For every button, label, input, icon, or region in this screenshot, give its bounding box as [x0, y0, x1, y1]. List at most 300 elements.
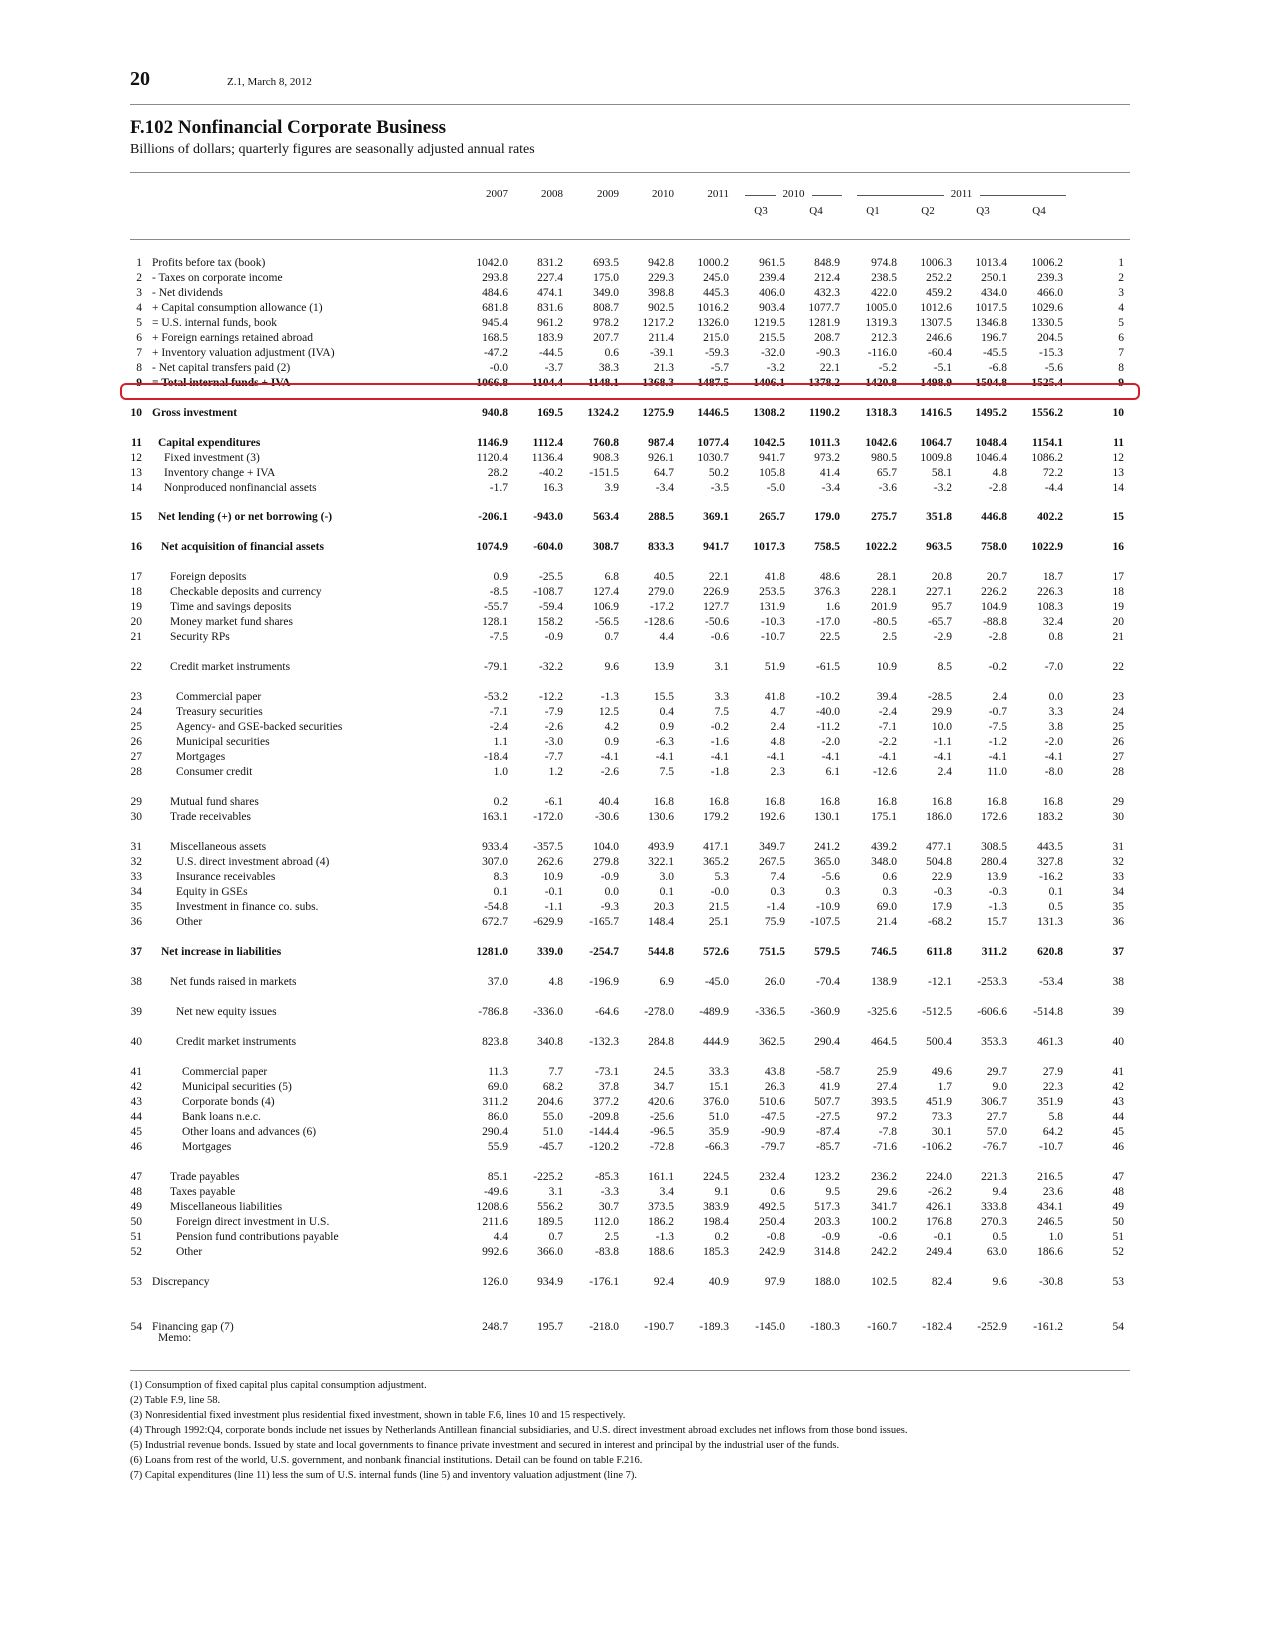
row-label: + Capital consumption allowance (1) [152, 302, 323, 314]
cell-value: 307.0 [482, 856, 508, 868]
cell-value: 161.1 [648, 1171, 674, 1183]
cell-value: 246.6 [926, 332, 952, 344]
cell-value: 0.7 [604, 631, 619, 643]
cell-value: 1.0 [1048, 1231, 1063, 1243]
cell-value: 265.7 [759, 511, 785, 523]
cell-value: 1154.1 [1032, 437, 1063, 449]
cell-value: 2.3 [770, 766, 785, 778]
cell-value: 40.5 [653, 571, 674, 583]
cell-value: 0.1 [493, 886, 508, 898]
cell-value: 82.4 [931, 1276, 952, 1288]
cell-value: 563.4 [593, 511, 619, 523]
cell-value: 693.5 [593, 257, 619, 269]
table-row [130, 1215, 1130, 1230]
cell-value: 6.1 [825, 766, 840, 778]
table-row [130, 361, 1130, 376]
line-number-right: 46 [1112, 1141, 1124, 1153]
cell-value: 86.0 [487, 1111, 508, 1123]
cell-value: 63.0 [986, 1246, 1007, 1258]
table-row [130, 1095, 1130, 1110]
cell-value: 492.5 [759, 1201, 785, 1213]
cell-value: 314.8 [814, 1246, 840, 1258]
cell-value: -3.0 [544, 736, 563, 748]
cell-value: -47.2 [484, 347, 508, 359]
cell-value: 444.9 [703, 1036, 729, 1048]
cell-value: 933.4 [482, 841, 508, 853]
cell-value: -40.0 [816, 706, 840, 718]
cell-value: 25.9 [876, 1066, 897, 1078]
cell-value: 0.3 [882, 886, 897, 898]
line-number: 36 [130, 916, 142, 928]
cell-value: -144.4 [589, 1126, 619, 1138]
cell-value: 224.0 [926, 1171, 952, 1183]
cell-value: 311.2 [981, 946, 1007, 958]
line-number-right: 11 [1113, 437, 1124, 449]
table-row [130, 451, 1130, 466]
cell-value: -116.0 [867, 347, 897, 359]
table-row [130, 615, 1130, 630]
line-number: 9 [136, 377, 142, 389]
row-label: Corporate bonds (4) [182, 1096, 275, 1108]
cell-value: -943.0 [533, 511, 563, 523]
column-header-quarter: Q2 [921, 205, 935, 217]
cell-value: 760.8 [593, 437, 619, 449]
cell-value: 8.5 [937, 661, 952, 673]
cell-value: 21.5 [708, 901, 729, 913]
cell-value: 242.2 [871, 1246, 897, 1258]
cell-value: 168.5 [482, 332, 508, 344]
cell-value: 123.2 [814, 1171, 840, 1183]
cell-value: -10.2 [816, 691, 840, 703]
row-label: Consumer credit [176, 766, 253, 778]
cell-value: 242.9 [759, 1246, 785, 1258]
cell-value: 365.2 [703, 856, 729, 868]
cell-value: -1.8 [710, 766, 729, 778]
cell-value: -2.2 [878, 736, 897, 748]
cell-value: 13.9 [653, 661, 674, 673]
cell-value: -10.9 [816, 901, 840, 913]
cell-value: 362.5 [759, 1036, 785, 1048]
cell-value: -70.4 [816, 976, 840, 988]
cell-value: 16.8 [1042, 796, 1063, 808]
cell-value: 163.1 [482, 811, 508, 823]
cell-value: -2.6 [600, 766, 619, 778]
cell-value: -0.0 [489, 362, 508, 374]
table-row [130, 870, 1130, 885]
cell-value: -88.8 [983, 616, 1007, 628]
cell-value: 902.5 [648, 302, 674, 314]
row-label: Security RPs [170, 631, 230, 643]
row-label: Treasury securities [176, 706, 263, 718]
line-number-right: 50 [1112, 1216, 1124, 1228]
cell-value: 267.5 [759, 856, 785, 868]
cell-value: -2.4 [878, 706, 897, 718]
cell-value: 0.8 [1048, 631, 1063, 643]
cell-value: 443.5 [1037, 841, 1063, 853]
column-header-rule [130, 239, 1130, 240]
line-number-right: 20 [1112, 616, 1124, 628]
cell-value: 1022.2 [865, 541, 897, 553]
cell-value: 446.8 [981, 511, 1007, 523]
cell-value: 15.1 [708, 1081, 729, 1093]
line-number-right: 41 [1112, 1066, 1124, 1078]
cell-value: -182.4 [922, 1321, 952, 1333]
cell-value: -253.3 [977, 976, 1007, 988]
cell-value: 434.0 [981, 287, 1007, 299]
cell-value: 1208.6 [476, 1201, 508, 1213]
cell-value: 464.5 [871, 1036, 897, 1048]
cell-value: 236.2 [871, 1171, 897, 1183]
line-number-right: 25 [1112, 721, 1124, 733]
cell-value: 831.2 [537, 257, 563, 269]
row-label: Net funds raised in markets [170, 976, 297, 988]
cell-value: -325.6 [867, 1006, 897, 1018]
cell-value: -27.5 [816, 1111, 840, 1123]
cell-value: -7.8 [878, 1126, 897, 1138]
cell-value: 1005.0 [865, 302, 897, 314]
cell-value: -10.7 [761, 631, 785, 643]
cell-value: 212.3 [871, 332, 897, 344]
cell-value: 1006.3 [920, 257, 952, 269]
cell-value: 179.0 [814, 511, 840, 523]
cell-value: 365.0 [814, 856, 840, 868]
cell-value: 7.5 [659, 766, 674, 778]
cell-value: 942.8 [648, 257, 674, 269]
cell-value: 1308.2 [753, 407, 785, 419]
cell-value: 288.5 [648, 511, 674, 523]
cell-value: 572.6 [703, 946, 729, 958]
cell-value: -0.2 [710, 721, 729, 733]
cell-value: -4.1 [655, 751, 674, 763]
line-number: 25 [130, 721, 142, 733]
cell-value: -145.0 [755, 1321, 785, 1333]
header-rule [130, 104, 1130, 105]
cell-value: 0.3 [770, 886, 785, 898]
cell-value: -60.4 [928, 347, 952, 359]
cell-value: 311.2 [482, 1096, 508, 1108]
table-row [130, 705, 1130, 720]
cell-value: -79.1 [484, 661, 508, 673]
cell-value: 1006.2 [1031, 257, 1063, 269]
cell-value: 24.5 [653, 1066, 674, 1078]
cell-value: -49.6 [484, 1186, 508, 1198]
line-number-right: 35 [1112, 901, 1124, 913]
line-number: 35 [130, 901, 142, 913]
cell-value: -0.9 [821, 1231, 840, 1243]
cell-value: 37.0 [487, 976, 508, 988]
cell-value: 1326.0 [697, 317, 729, 329]
table-row [130, 735, 1130, 750]
line-number-right: 33 [1112, 871, 1124, 883]
cell-value: 510.6 [759, 1096, 785, 1108]
cell-value: 1368.3 [642, 377, 674, 389]
line-number-right: 53 [1112, 1276, 1124, 1288]
cell-value: -160.7 [867, 1321, 897, 1333]
cell-value: 20.3 [653, 901, 674, 913]
cell-value: 41.8 [764, 691, 785, 703]
cell-value: -85.3 [595, 1171, 619, 1183]
cell-value: 1066.8 [476, 377, 508, 389]
row-label: Taxes payable [170, 1186, 236, 1198]
cell-value: 27.4 [876, 1081, 897, 1093]
row-label: + Foreign earnings retained abroad [152, 332, 314, 344]
cell-value: 270.3 [981, 1216, 1007, 1228]
cell-value: 23.6 [1042, 1186, 1063, 1198]
cell-value: -0.0 [710, 886, 729, 898]
cell-value: -4.1 [1044, 751, 1063, 763]
cell-value: 1120.4 [476, 452, 508, 464]
cell-value: -8.5 [489, 586, 508, 598]
cell-value: 2.4 [770, 721, 785, 733]
cell-value: 50.2 [708, 467, 729, 479]
cell-value: -206.1 [478, 511, 508, 523]
line-number: 41 [130, 1066, 142, 1078]
cell-value: -1.3 [600, 691, 619, 703]
cell-value: 290.4 [814, 1036, 840, 1048]
cell-value: 376.3 [814, 586, 840, 598]
cell-value: -2.8 [988, 631, 1007, 643]
line-number: 47 [130, 1171, 142, 1183]
cell-value: 41.4 [819, 467, 840, 479]
cell-value: 926.1 [648, 452, 674, 464]
line-number: 49 [130, 1201, 142, 1213]
cell-value: -106.2 [922, 1141, 952, 1153]
table-row [130, 810, 1130, 825]
cell-value: 97.2 [876, 1111, 897, 1123]
column-header-year: 2010 [652, 188, 674, 200]
table-row [130, 900, 1130, 915]
line-number: 13 [130, 467, 142, 479]
line-number-right: 7 [1118, 347, 1124, 359]
cell-value: -76.7 [983, 1141, 1007, 1153]
cell-value: 104.9 [981, 601, 1007, 613]
cell-value: -44.5 [539, 347, 563, 359]
cell-value: 992.6 [482, 1246, 508, 1258]
cell-value: -0.7 [988, 706, 1007, 718]
cell-value: 16.8 [819, 796, 840, 808]
cell-value: 284.8 [648, 1036, 674, 1048]
cell-value: 2.4 [992, 691, 1007, 703]
cell-value: 201.9 [871, 601, 897, 613]
cell-value: 327.8 [1037, 856, 1063, 868]
cell-value: -1.1 [933, 736, 952, 748]
cell-value: 4.8 [770, 736, 785, 748]
line-number-right: 14 [1112, 482, 1124, 494]
line-number-right: 26 [1112, 736, 1124, 748]
column-header-quarter: Q4 [809, 205, 823, 217]
line-number-right: 22 [1112, 661, 1124, 673]
cell-value: -336.0 [533, 1006, 563, 1018]
cell-value: 1136.4 [531, 452, 563, 464]
row-label: Commercial paper [182, 1066, 268, 1078]
line-number: 52 [130, 1246, 142, 1258]
table-row [130, 540, 1130, 555]
cell-value: 250.1 [981, 272, 1007, 284]
cell-value: -7.1 [878, 721, 897, 733]
cell-value: 204.6 [537, 1096, 563, 1108]
cell-value: -5.6 [1044, 362, 1063, 374]
cell-value: 3.4 [659, 1186, 674, 1198]
row-label: = U.S. internal funds, book [152, 317, 277, 329]
cell-value: 128.1 [482, 616, 508, 628]
cell-value: 1219.5 [753, 317, 785, 329]
column-header-year: 2007 [486, 188, 508, 200]
table-row [130, 1200, 1130, 1215]
cell-value: 4.8 [992, 467, 1007, 479]
cell-value: 434.1 [1037, 1201, 1063, 1213]
line-number-right: 37 [1112, 946, 1124, 958]
row-label: Credit market instruments [170, 661, 291, 673]
cell-value: -0.9 [544, 631, 563, 643]
table-row [130, 256, 1130, 271]
cell-value: -2.6 [544, 721, 563, 733]
cell-value: 1148.1 [588, 377, 619, 389]
cell-value: 1011.3 [809, 437, 840, 449]
line-number: 5 [136, 317, 142, 329]
row-label: Net acquisition of financial assets [161, 541, 324, 553]
row-label: Money market fund shares [170, 616, 293, 628]
cell-value: -61.5 [816, 661, 840, 673]
footnotes [130, 1378, 1130, 1483]
cell-value: 369.1 [703, 511, 729, 523]
line-number-right: 42 [1112, 1081, 1124, 1093]
cell-value: 420.6 [648, 1096, 674, 1108]
cell-value: 426.1 [926, 1201, 952, 1213]
cell-value: 1406.1 [753, 377, 785, 389]
cell-value: 49.6 [931, 1066, 952, 1078]
cell-value: 1556.2 [1031, 407, 1063, 419]
table-row [130, 885, 1130, 900]
table-row [130, 795, 1130, 810]
cell-value: 228.1 [871, 586, 897, 598]
line-number: 46 [130, 1141, 142, 1153]
cell-value: 4.2 [604, 721, 619, 733]
line-number-right: 54 [1112, 1321, 1124, 1333]
cell-value: -5.2 [878, 362, 897, 374]
cell-value: 1281.9 [808, 317, 840, 329]
cell-value: 1009.8 [920, 452, 952, 464]
cell-value: 241.2 [814, 841, 840, 853]
cell-value: 17.9 [931, 901, 952, 913]
line-number: 42 [130, 1081, 142, 1093]
cell-value: 500.4 [926, 1036, 952, 1048]
row-label: Equity in GSEs [176, 886, 248, 898]
cell-value: 1046.4 [975, 452, 1007, 464]
memo-label: Memo: [158, 1332, 192, 1344]
cell-value: 308.7 [593, 541, 619, 553]
cell-value: -1.4 [766, 901, 785, 913]
cell-value: -1.2 [988, 736, 1007, 748]
line-number: 22 [130, 661, 142, 673]
highlight-box [120, 383, 1140, 400]
line-number: 45 [130, 1126, 142, 1138]
table-row [130, 765, 1130, 780]
page-number: 20 [130, 68, 150, 90]
cell-value: -50.6 [705, 616, 729, 628]
cell-value: 30.1 [931, 1126, 952, 1138]
line-number-right: 43 [1112, 1096, 1124, 1108]
cell-value: 16.3 [542, 482, 563, 494]
cell-value: 22.3 [1042, 1081, 1063, 1093]
line-number-right: 13 [1112, 467, 1124, 479]
line-number-right: 52 [1112, 1246, 1124, 1258]
table-row [130, 1275, 1130, 1290]
cell-value: -3.5 [710, 482, 729, 494]
cell-value: 22.1 [708, 571, 729, 583]
cell-value: 183.9 [537, 332, 563, 344]
cell-value: 195.7 [537, 1321, 563, 1333]
cell-value: 341.7 [871, 1201, 897, 1213]
cell-value: 26.3 [764, 1081, 785, 1093]
cell-value: 0.9 [493, 571, 508, 583]
cell-value: 349.0 [593, 287, 619, 299]
cell-value: 987.4 [648, 437, 674, 449]
cell-value: 28.1 [876, 571, 897, 583]
cell-value: 26.0 [764, 976, 785, 988]
cell-value: 9.6 [604, 661, 619, 673]
cell-value: 348.0 [871, 856, 897, 868]
cell-value: 51.0 [708, 1111, 729, 1123]
cell-value: -96.5 [650, 1126, 674, 1138]
cell-value: 333.8 [981, 1201, 1007, 1213]
row-label: Trade receivables [170, 811, 251, 823]
row-label: Credit market instruments [176, 1036, 297, 1048]
cell-value: -3.2 [766, 362, 785, 374]
cell-value: 192.6 [759, 811, 785, 823]
cell-value: 188.6 [648, 1246, 674, 1258]
cell-value: -151.5 [589, 467, 619, 479]
line-number-right: 32 [1112, 856, 1124, 868]
footnote: (1) Consumption of fixed capital plus capital consumption adjustment. [130, 1380, 427, 1391]
table-row [130, 1080, 1130, 1095]
cell-value: 339.0 [537, 946, 563, 958]
line-number-right: 28 [1112, 766, 1124, 778]
cell-value: -196.9 [589, 976, 619, 988]
cell-value: -26.2 [928, 1186, 952, 1198]
cell-value: 51.0 [542, 1126, 563, 1138]
cell-value: 29.9 [931, 706, 952, 718]
column-header-quarter: Q1 [866, 205, 880, 217]
cell-value: 72.2 [1042, 467, 1063, 479]
line-number: 8 [136, 362, 142, 374]
cell-value: 108.3 [1037, 601, 1063, 613]
line-number-right: 48 [1112, 1186, 1124, 1198]
cell-value: -55.7 [484, 601, 508, 613]
line-number: 29 [130, 796, 142, 808]
table-row [130, 286, 1130, 301]
cell-value: -254.7 [589, 946, 619, 958]
cell-value: 104.0 [593, 841, 619, 853]
cell-value: 250.4 [759, 1216, 785, 1228]
cell-value: 0.6 [770, 1186, 785, 1198]
line-number: 11 [131, 437, 142, 449]
cell-value: -66.3 [705, 1141, 729, 1153]
cell-value: -64.6 [595, 1006, 619, 1018]
cell-value: 366.0 [537, 1246, 563, 1258]
cell-value: 758.5 [814, 541, 840, 553]
cell-value: 8.3 [493, 871, 508, 883]
cell-value: 20.8 [931, 571, 952, 583]
line-number-right: 27 [1112, 751, 1124, 763]
cell-value: -65.7 [928, 616, 952, 628]
cell-value: 226.3 [1037, 586, 1063, 598]
cell-value: 33.3 [708, 1066, 729, 1078]
line-number: 30 [130, 811, 142, 823]
cell-value: 73.3 [931, 1111, 952, 1123]
cell-value: 1042.6 [865, 437, 897, 449]
cell-value: -5.1 [933, 362, 952, 374]
cell-value: 974.8 [871, 257, 897, 269]
